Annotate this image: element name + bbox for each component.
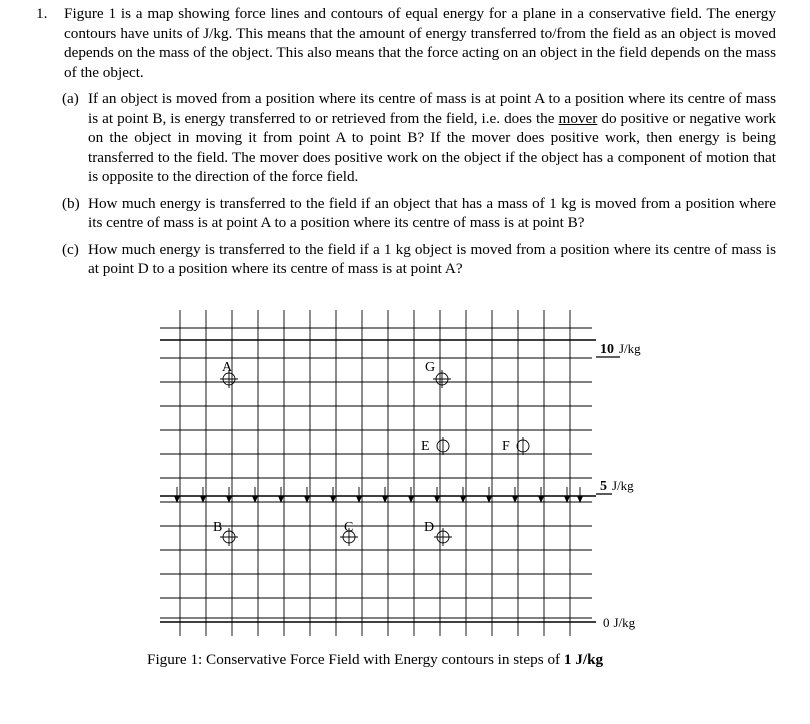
contour-5-unit: J/kg [612,478,634,493]
force-arrow [174,487,180,503]
point-markers [220,370,529,546]
contour-label-0 [603,615,636,630]
part-a-underlined-word: mover [558,109,598,127]
contour-0-unit: J/kg [613,615,636,630]
question-number: 1. [36,5,48,22]
force-arrow [408,487,414,503]
part-a-text-after: do positive or negative work on the object in moving it from point A to point B? If the mover does positive work, then energy is being transferred to the field. The mover does positive work on the object if the object has a component of motion that is opposite to the direction of the force field. [88,109,776,185]
force-arrow [512,487,518,503]
contour-10-unit: J/kg [619,341,641,356]
contour-0-value: 0 [603,615,610,630]
force-arrow [278,487,284,503]
point-label-e: E [421,439,430,454]
point-label-b: B [213,520,223,535]
point-marker-g [433,370,451,388]
force-arrow [200,487,206,503]
point-marker-b [220,528,238,546]
part-b-text: How much energy is transferred to the field if an object that has a mass of 1 kg is moved from a position where its centre of mass is at point A to a position where its centre of mass is at point B? [88,194,776,231]
point-marker-e [437,437,449,455]
point-label-c: C [344,520,354,535]
point-label-f: F [502,439,510,454]
force-arrow [252,487,258,503]
part-b-label: (b) [62,194,80,212]
contour-5-value: 5 [600,479,607,494]
contour-10-value: 10 [600,342,614,357]
force-arrow [564,487,570,503]
point-label-a: A [222,360,233,375]
caption-bold: 1 J/kg [563,651,604,668]
force-arrow [538,487,544,503]
caption-prefix: Figure 1: Conservative Force Field with Energy contours in steps of [147,651,564,668]
point-label-d: D [424,520,435,535]
figure-caption [147,651,603,669]
contour-label-5 [600,478,634,494]
point-label-g: G [425,360,436,375]
force-arrow [486,487,492,503]
contour-label-10 [600,341,641,357]
force-arrow [460,487,466,503]
force-arrow [330,487,336,503]
force-arrow [577,487,583,503]
force-arrow [434,487,440,503]
point-marker-d [434,528,452,546]
part-c-label: (c) [62,240,79,258]
force-arrows [174,487,583,503]
force-arrow [382,487,388,503]
force-arrow [304,487,310,503]
force-arrow [226,487,232,503]
question-intro: Figure 1 is a map showing force lines and contours of equal energy for a plane in a conservative field. The energy contours have units of J/kg. This means that the amount of energy transferred to/from the field as an object is moved depends on the mass of the object. This also means that the force acting on an object in the field depends on the mass of the object. [64,5,776,81]
force-arrow [356,487,362,503]
point-marker-f [517,437,529,455]
part-a-label: (a) [62,90,79,107]
part-c-text: How much energy is transferred to the field if a 1 kg object is moved from a position where its centre of mass is at point D to a position where its centre of mass is at point A? [88,240,776,277]
part-a-text-before: If an object is moved from a position where its centre of mass is at point A to a position where its centre of mass is at point B, is energy transferred to or retrieved from the field, i.e. does the [88,90,776,127]
grid-lines [160,310,592,636]
